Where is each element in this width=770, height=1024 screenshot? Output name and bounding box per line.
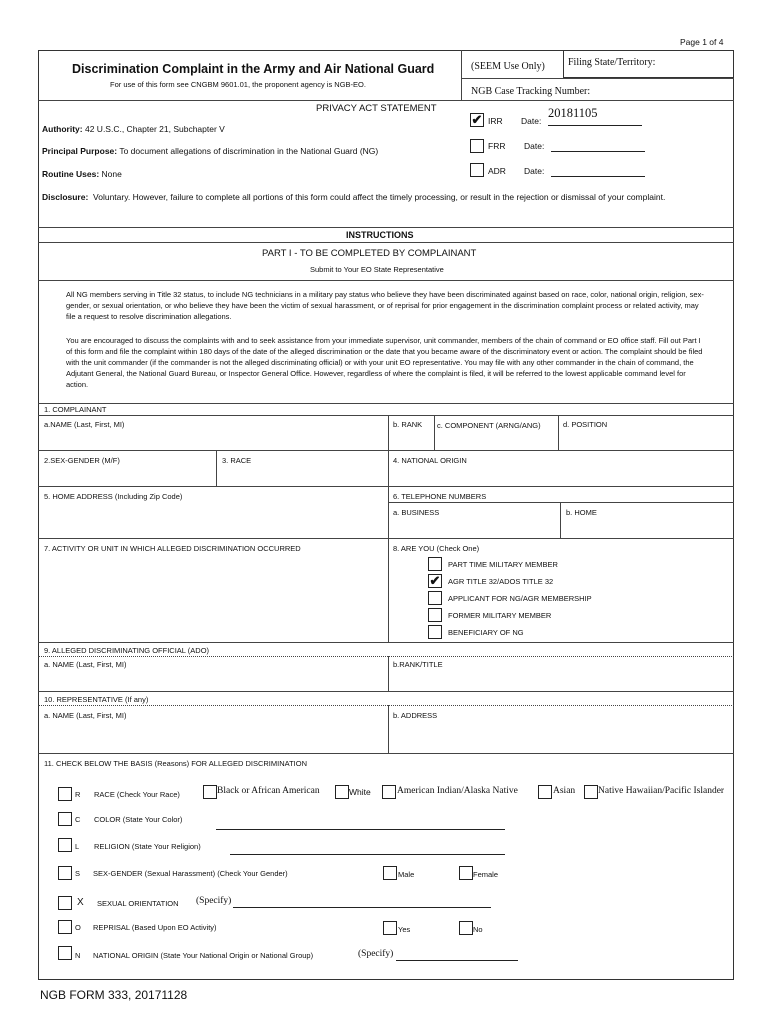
female-label: Female — [473, 870, 499, 879]
race-field[interactable]: 3. RACE — [222, 456, 252, 465]
seem-label: (SEEM Use Only) — [471, 61, 545, 72]
frr-date-field[interactable] — [551, 151, 645, 152]
reprisal-yes-label: Yes — [398, 925, 411, 934]
female-checkbox[interactable] — [459, 866, 473, 880]
religion-field[interactable] — [230, 854, 505, 855]
instructions-heading: INSTRUCTIONS — [346, 230, 414, 240]
telephone-label: 6. TELEPHONE NUMBERS — [393, 492, 487, 501]
instructions-paragraph-2: You are encouraged to discuss the complaints with and to seek assistance from your immediate supervisor, unit commander, members of the chain of command or EO office staff. Fill out Part I of this form and file the complaint within 180 days of the date of the alleged discrimination or the date that you became aware of the discriminatory event or action. The complaint should be filed with the unit commander (if the commander is not the alleged discriminating official) or with your unit EO representative. You may file with any other commander in the chain of command, the Adjutant General, the National Guard Bureau, or Inspector General Office. However, regardless of where the complaint is filed, it will be referred to the lowest applicable command level for action. — [66, 336, 703, 389]
male-checkbox[interactable] — [383, 866, 397, 880]
frr-label: FRR — [488, 141, 506, 151]
reprisal-basis-label: REPRISAL (Based Upon EO Activity) — [93, 923, 217, 932]
divider — [38, 415, 734, 416]
home-address-field[interactable]: 5. HOME ADDRESS (Including Zip Code) — [44, 492, 183, 501]
orientation-specify-label: (Specify) — [196, 896, 232, 906]
ado-rank-field[interactable]: b.RANK/TITLE — [393, 660, 443, 669]
reprisal-basis-checkbox[interactable] — [58, 920, 72, 934]
disclosure-value: Voluntary. However, failure to complete all portions of this form could affect the timely processing, or result in the rejection or dismissal of your complaint. — [93, 192, 666, 202]
sex-code: S — [75, 869, 81, 878]
are-you-option-checkbox[interactable] — [428, 608, 442, 622]
divider — [560, 502, 561, 538]
race-pacific-islander-label: Native Hawaiian/Pacific Islander — [598, 786, 725, 796]
race-american-indian-checkbox[interactable] — [382, 785, 396, 799]
race-asian-label: Asian — [553, 786, 576, 796]
adr-date-field[interactable] — [551, 176, 645, 177]
color-basis-checkbox[interactable] — [58, 812, 72, 826]
irr-date-label: Date: — [521, 116, 542, 126]
divider — [38, 642, 734, 643]
race-white-label: White — [349, 787, 371, 797]
divider — [388, 656, 389, 691]
religion-basis-label: RELIGION (State Your Religion) — [94, 842, 201, 851]
privacy-heading: PRIVACY ACT STATEMENT — [316, 103, 437, 114]
divider — [38, 227, 734, 228]
race-basis-checkbox[interactable] — [58, 787, 72, 801]
divider — [388, 502, 734, 503]
religion-code: L — [75, 842, 80, 851]
are-you-option-checkbox[interactable] — [428, 591, 442, 605]
divider — [461, 78, 734, 79]
divider — [388, 538, 389, 642]
authority-value: 42 U.S.C., Chapter 21, Subchapter V — [84, 124, 225, 134]
tracking-label[interactable]: NGB Case Tracking Number: — [471, 86, 591, 97]
routine-label: Routine Uses: — [42, 169, 100, 179]
adr-label: ADR — [488, 166, 506, 176]
irr-checkbox[interactable]: ✔ — [471, 112, 483, 127]
divider — [38, 656, 734, 657]
authority-label: Authority: — [42, 124, 83, 134]
divider — [38, 538, 734, 539]
are-you-option-label: BENEFICIARY OF NG — [448, 628, 524, 637]
form-number: NGB FORM 333, 20171128 — [40, 988, 188, 1002]
are-you-label: 8. ARE YOU (Check One) — [393, 544, 480, 553]
race-code: R — [75, 790, 81, 799]
disclosure-label: Disclosure: — [42, 192, 89, 202]
reprisal-no-label: No — [473, 925, 483, 934]
are-you-option-label: AGR TITLE 32/ADOS TITLE 32 — [448, 577, 554, 586]
divider — [216, 450, 217, 486]
race-black-checkbox[interactable] — [203, 785, 217, 799]
activity-unit-field[interactable]: 7. ACTIVITY OR UNIT IN WHICH ALLEGED DISCRIMINATION OCCURRED — [44, 544, 301, 553]
rank-field[interactable]: b. RANK — [393, 420, 423, 429]
section-9-label: 9. ALLEGED DISCRIMINATING OFFICIAL (ADO) — [44, 646, 210, 655]
male-label: Male — [398, 870, 415, 879]
form-frame — [38, 50, 734, 980]
national-origin-code: N — [75, 951, 81, 960]
reprisal-no-checkbox[interactable] — [459, 921, 473, 935]
are-you-option-label: PART TIME MILITARY MEMBER — [448, 560, 558, 569]
frr-checkbox[interactable] — [470, 139, 484, 153]
race-white-checkbox[interactable] — [335, 785, 349, 799]
reprisal-code: O — [75, 923, 81, 932]
national-origin-field[interactable]: 4. NATIONAL ORIGIN — [393, 456, 467, 465]
color-basis-label: COLOR (State Your Color) — [94, 815, 183, 824]
instructions-paragraph-1: All NG members serving in Title 32 status, to include NG technicians in a military pay status who believe they have been discriminated against based on race, color, national origin, religion, sex-gender, or sexual orientation, or who believe they have been the victim of sexual harassment, or of reprisal for prior engagement in the discrimination complaint process or related activity, may file a request to resolve discrimination allegations. — [66, 290, 704, 321]
divider — [388, 486, 389, 538]
sex-basis-checkbox[interactable] — [58, 866, 72, 880]
divider — [38, 242, 734, 243]
section-1-label: 1. COMPLAINANT — [44, 405, 107, 414]
sex-gender-field[interactable]: 2.SEX-GENDER (M/F) — [44, 456, 120, 465]
form-subtitle: For use of this form see CNGBM 9601.01, the proponent agency is NGB-EO. — [110, 80, 366, 89]
adr-date-label: Date: — [524, 166, 545, 176]
divider — [38, 450, 734, 451]
filing-state-field[interactable] — [563, 50, 734, 78]
race-asian-checkbox[interactable] — [538, 785, 552, 799]
adr-checkbox[interactable] — [470, 163, 484, 177]
ado-name-field[interactable]: a. NAME (Last, First, MI) — [44, 660, 127, 669]
part-heading: PART I - TO BE COMPLETED BY COMPLAINANT — [262, 248, 477, 259]
routine-value: None — [101, 169, 122, 179]
rep-name-field[interactable]: a. NAME (Last, First, MI) — [44, 711, 127, 720]
national-origin-basis-checkbox[interactable] — [58, 946, 72, 960]
business-phone-field[interactable]: a. BUSINESS — [393, 508, 440, 517]
are-you-option-checkbox[interactable] — [428, 557, 442, 571]
race-basis-label: RACE (Check Your Race) — [94, 790, 180, 799]
rep-address-field[interactable]: b. ADDRESS — [393, 711, 438, 720]
sex-basis-label: SEX-GENDER (Sexual Harassment) (Check Your Gender) — [93, 869, 288, 878]
religion-basis-checkbox[interactable] — [58, 838, 72, 852]
orientation-field[interactable] — [233, 907, 491, 908]
race-black-label: Black or African American — [217, 786, 320, 796]
section-11-label: 11. CHECK BELOW THE BASIS (Reasons) FOR ALLEGED DISCRIMINATION — [44, 759, 307, 768]
are-you-option-label: APPLICANT FOR NG/AGR MEMBERSHIP — [448, 594, 592, 603]
home-phone-field[interactable]: b. HOME — [566, 508, 597, 517]
form-title: Discrimination Complaint in the Army and Air National Guard — [72, 62, 435, 76]
national-origin-specify-field[interactable] — [396, 960, 518, 961]
position-field[interactable]: d. POSITION — [563, 420, 608, 429]
divider — [388, 450, 389, 486]
color-code: C — [75, 815, 81, 824]
divider — [388, 705, 389, 753]
divider — [38, 486, 734, 487]
national-origin-specify-label: (Specify) — [358, 949, 394, 959]
race-american-indian-label: American Indian/Alaska Native — [397, 786, 518, 796]
color-field[interactable] — [216, 829, 505, 830]
are-you-option-checkbox[interactable] — [428, 625, 442, 639]
divider — [388, 415, 389, 450]
reprisal-yes-checkbox[interactable] — [383, 921, 397, 935]
divider — [38, 753, 734, 754]
page-number: Page 1 of 4 — [680, 37, 724, 47]
section-10-label: 10. REPRESENTATIVE (If any) — [44, 695, 149, 704]
frr-date-label: Date: — [524, 141, 545, 151]
submit-note: Submit to Your EO State Representative — [310, 265, 444, 274]
irr-label: IRR — [488, 116, 503, 126]
divider — [38, 691, 734, 692]
complainant-name-field[interactable]: a.NAME (Last, First, MI) — [44, 420, 125, 429]
race-pacific-islander-checkbox[interactable] — [584, 785, 598, 799]
irr-date-line — [548, 125, 642, 126]
component-field[interactable]: c. COMPONENT (ARNG/ANG) — [437, 421, 541, 430]
divider — [434, 415, 435, 450]
orientation-code: X — [77, 897, 84, 908]
irr-date-value[interactable]: 20181105 — [548, 106, 598, 120]
purpose-value: To document allegations of discrimination in the National Guard (NG) — [119, 146, 379, 156]
national-origin-basis-label: NATIONAL ORIGIN (State Your National Origin or National Group) — [93, 951, 314, 960]
purpose-label: Principal Purpose: — [42, 146, 118, 156]
are-you-option-checkbox[interactable]: ✔ — [429, 573, 441, 588]
divider — [461, 50, 462, 100]
orientation-basis-checkbox[interactable] — [58, 896, 72, 910]
divider — [558, 415, 559, 450]
divider — [38, 100, 734, 101]
orientation-basis-label: SEXUAL ORIENTATION — [97, 899, 179, 908]
filing-state-label[interactable]: Filing State/Territory: — [568, 57, 656, 68]
divider — [38, 705, 734, 706]
are-you-option-label: FORMER MILITARY MEMBER — [448, 611, 552, 620]
divider — [38, 403, 734, 404]
divider — [38, 280, 734, 281]
